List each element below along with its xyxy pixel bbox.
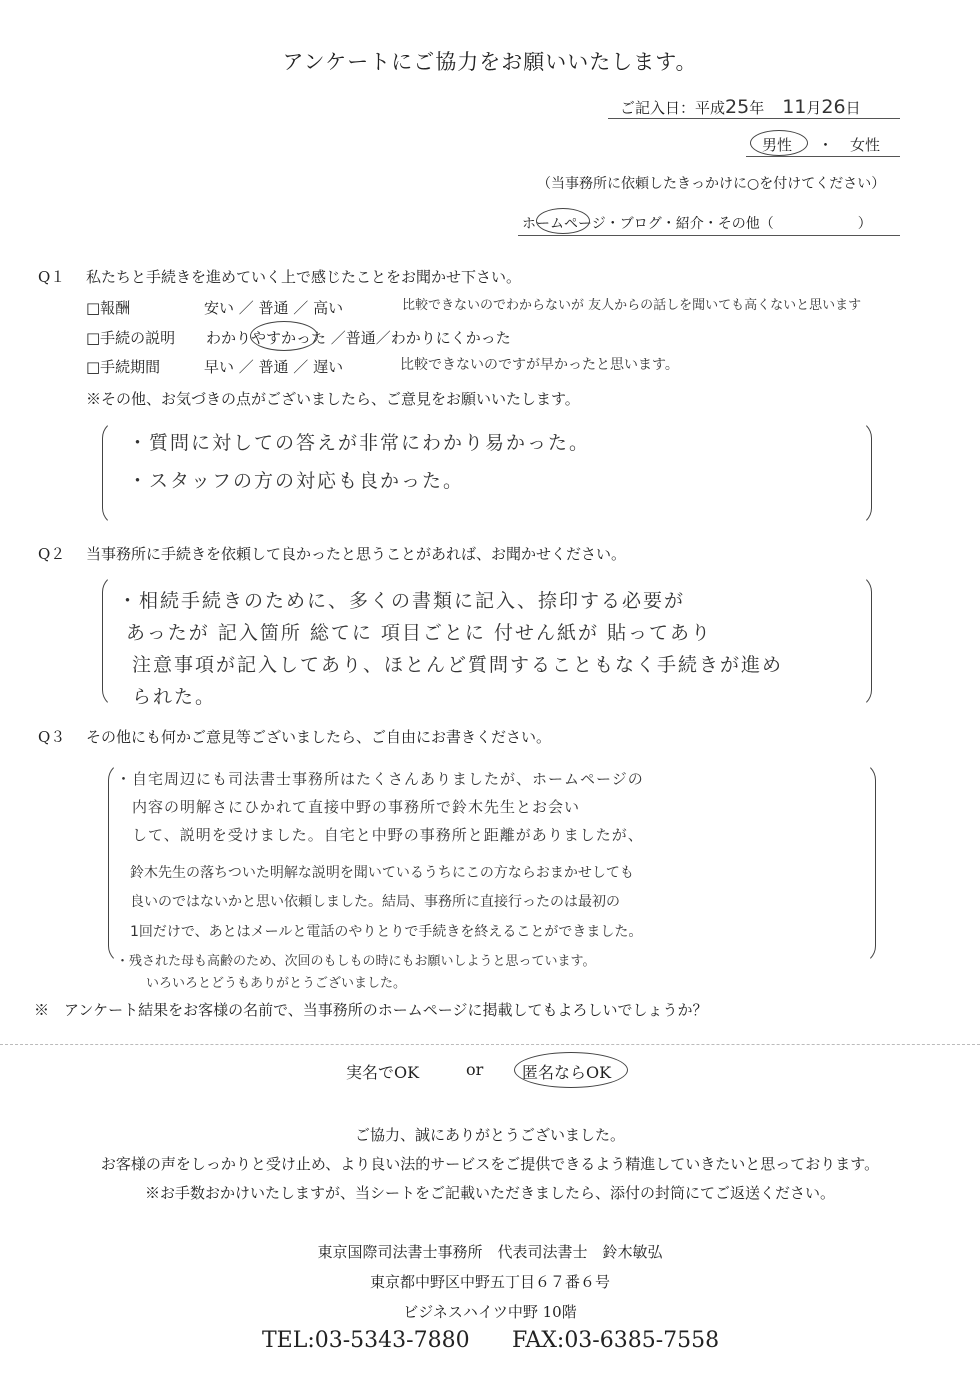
q1-answer-line-1: ・質問に対しての答えが非常にわかり易かった。 — [128, 432, 591, 454]
trigger-underline — [518, 235, 900, 236]
q3-answer-line-2: 内容の明解さにひかれて直接中野の事務所で鈴木先生とお会い — [132, 798, 581, 816]
q1-period-options: 早い ／ 普通 ／ 遅い — [204, 358, 344, 376]
date-month: 11 — [782, 96, 807, 118]
q1-number: Q１ — [38, 268, 66, 286]
option-real-name: 実名でOK — [346, 1063, 420, 1082]
q1-explain-circle-mark — [250, 321, 318, 351]
date-day: 26 — [821, 96, 846, 118]
date-day-unit: 日 — [845, 99, 861, 117]
q2-answer-line-1: ・相続手続きのために、多くの書類に記入、捺印する必要が — [118, 590, 686, 612]
publish-question: ※ アンケート結果をお客様の名前で、当事務所のホームページに掲載してもよろしいでしょうか？ — [34, 1001, 708, 1019]
gender-underline — [746, 156, 900, 157]
office-address: 東京都中野区中野五丁目６７番６号 — [369, 1273, 610, 1291]
q3-answer-line-5: 良いのではないかと思い依頼しました。結局、事務所に直接行ったのは最初の — [130, 894, 620, 910]
anonymous-circle-mark — [514, 1052, 628, 1088]
office-fax: FAX:03-6385-7558 — [512, 1328, 720, 1353]
q2-answer-line-3: 注意事項が記入してあり、ほとんど質問することもなく手続きが進め — [132, 654, 784, 676]
q1-explain-options: わかりやすかった ／普通／わかりにくかった — [206, 329, 511, 347]
gender-sep: ・ — [818, 136, 834, 154]
q1-period-label: □手続期間 — [86, 358, 161, 376]
office-building: ビジネスハイツ中野 10階 — [403, 1303, 577, 1321]
q2-answer-line-2: あったが 記入箇所 総てに 項目ごとに 付せん紙が 貼ってあり — [126, 622, 713, 644]
closing-return-note: ※お手数おかけいたしますが、当シートをご記載いただきましたら、添付の封筒にてご返送ください。 — [144, 1184, 835, 1202]
q3-answer-line-7: ・残された母も高齢のため、次回のもしもの時にもお願いしようと思っています。 — [116, 954, 596, 969]
date-month-unit: 月 — [806, 99, 822, 117]
option-anonymous: 匿名ならOK — [522, 1063, 612, 1082]
q2-question: 当事務所に手続きを依頼して良かったと思うことがあれば、お聞かせください。 — [86, 545, 627, 563]
q1-fee-options: 安い ／ 普通 ／ 高い — [204, 299, 344, 317]
q3-answer-line-6: 1回だけで、あとはメールと電話のやりとりで手続きを終えることができました。 — [130, 924, 643, 940]
q3-answer-line-4: 鈴木先生の落ちついた明解な説明を聞いているうちにこの方ならおまかせしても — [130, 865, 634, 881]
q3-number: Q３ — [38, 728, 66, 746]
fold-line — [0, 1044, 980, 1045]
closing-message: お客様の声をしっかりと受け止め、より良い法的サービスをご提供できるよう精進していきたいと思っております。 — [100, 1155, 880, 1173]
q1-fee-note: 比較できないのでわからないが 友人からの話しを聞いても高くないと思います — [402, 298, 862, 313]
office-tel: TEL:03-5343-7880 — [262, 1328, 470, 1353]
q3-answer-line-3: して、説明を受けました。自宅と中野の事務所と距離がありましたが、 — [132, 826, 644, 844]
q3-question: その他にも何かご意見等ございましたら、ご自由にお書きください。 — [86, 728, 552, 746]
date-year: 25 — [725, 96, 750, 118]
gender-female: 女性 — [850, 136, 881, 154]
q1-explain-label: □手続の説明 — [86, 329, 176, 347]
date-underline — [608, 118, 900, 119]
q1-other-prompt: ※その他、お気づきの点がございましたら、ご意見をお願いいたします。 — [86, 390, 580, 408]
gender-male: 男性 — [762, 136, 793, 154]
gender-circle-mark — [750, 130, 808, 156]
trigger-circle-mark — [536, 208, 590, 234]
date-line — [620, 96, 861, 118]
q1-answer-line-2: ・スタッフの方の対応も良かった。 — [128, 470, 465, 492]
option-or: or — [466, 1060, 484, 1079]
date-label: ご記入日：平成 — [620, 99, 726, 117]
trigger-options: ホームページ・ブログ・紹介・その他（ ） — [522, 216, 872, 232]
q1-fee-label: □報酬 — [86, 299, 131, 317]
closing-thanks: ご協力、誠にありがとうございました。 — [354, 1126, 625, 1144]
q3-answer-line-8: いろいろとどうもありがとうございました。 — [146, 976, 407, 991]
trigger-note: （当事務所に依頼したきっかけに○を付けてください） — [537, 176, 886, 192]
q1-question: 私たちと手続きを進めていく上で感じたことをお聞かせ下さい。 — [86, 268, 522, 286]
office-name: 東京国際司法書士事務所 代表司法書士 鈴木敏弘 — [317, 1243, 663, 1261]
page-title: アンケートにご協力をお願いいたします。 — [282, 50, 698, 74]
q2-number: Q２ — [38, 545, 66, 563]
q1-period-note: 比較できないのですが早かったと思います。 — [400, 357, 679, 373]
q2-answer-line-4: られた。 — [132, 686, 217, 708]
date-year-unit: 年 — [749, 99, 765, 117]
q3-answer-line-1: ・自宅周辺にも司法書士事務所はたくさんありましたが、ホームページの — [116, 770, 644, 788]
